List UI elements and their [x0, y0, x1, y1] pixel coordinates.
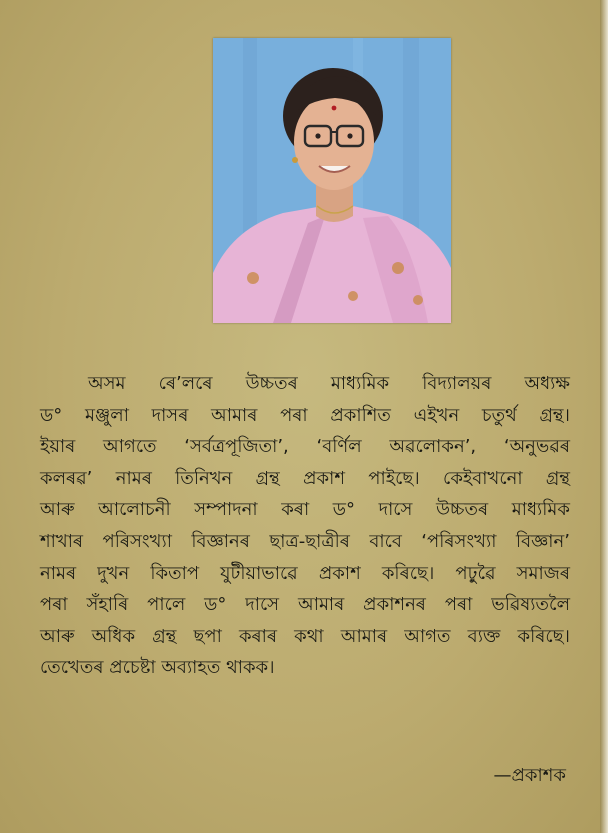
page-edge	[600, 0, 608, 833]
blurb-line: শাখাৰ পৰিসংখ্যা বিজ্ঞানৰ ছাত্ৰ-ছাত্ৰীৰ বাবে ‘পৰিসংখ্যা বিজ্ঞান’	[40, 530, 570, 552]
blurb-line: আৰু আলোচনী সম্পাদনা কৰা ড° দাসে উচ্চতৰ মাধ্যমিক	[40, 499, 570, 521]
portrait-illustration	[213, 38, 451, 323]
blurb-line: পৰা সঁহাৰি পালে ড° দাসে আমাৰ প্ৰকাশনৰ পৰা ভৱিষ্যতলৈ	[40, 594, 570, 616]
publisher-signature: —প্ৰকাশক	[493, 765, 566, 786]
blurb-line: কলৰৱ’ নামৰ তিনিখন গ্ৰন্থ প্ৰকাশ পাইছে। কেইবাখনো গ্ৰন্থ	[40, 467, 570, 489]
blurb-line: তেখেতৰ প্ৰচেষ্টা অব্যাহত থাকক।	[40, 657, 275, 679]
author-portrait-photo	[213, 38, 451, 323]
book-blurb	[40, 368, 570, 684]
blurb-line: ইয়াৰ আগতে ‘সৰ্বত্ৰপূজিতা’, ‘বৰ্ণিল অৱলোকন’, ‘অনুভৱৰ	[40, 436, 570, 458]
blurb-line: অসম ৰে’লৰে উচ্চতৰ মাধ্যমিক বিদ্যালয়ৰ অধ্যক্ষ	[88, 373, 570, 394]
blurb-line: নামৰ দুখন কিতাপ যুটীয়াভাৱে প্ৰকাশ কৰিছে। পঢ়ুৱৈ সমাজৰ	[40, 562, 570, 584]
blurb-line: ড° মঞ্জুলা দাসৰ আমাৰ পৰা প্ৰকাশিত এইখন চতুৰ্থ গ্ৰন্থ।	[40, 404, 570, 426]
blurb-line: আৰু অধিক গ্ৰন্থ ছপা কৰাৰ কথা আমাৰ আগত ব্যক্ত কৰিছে।	[40, 625, 570, 647]
